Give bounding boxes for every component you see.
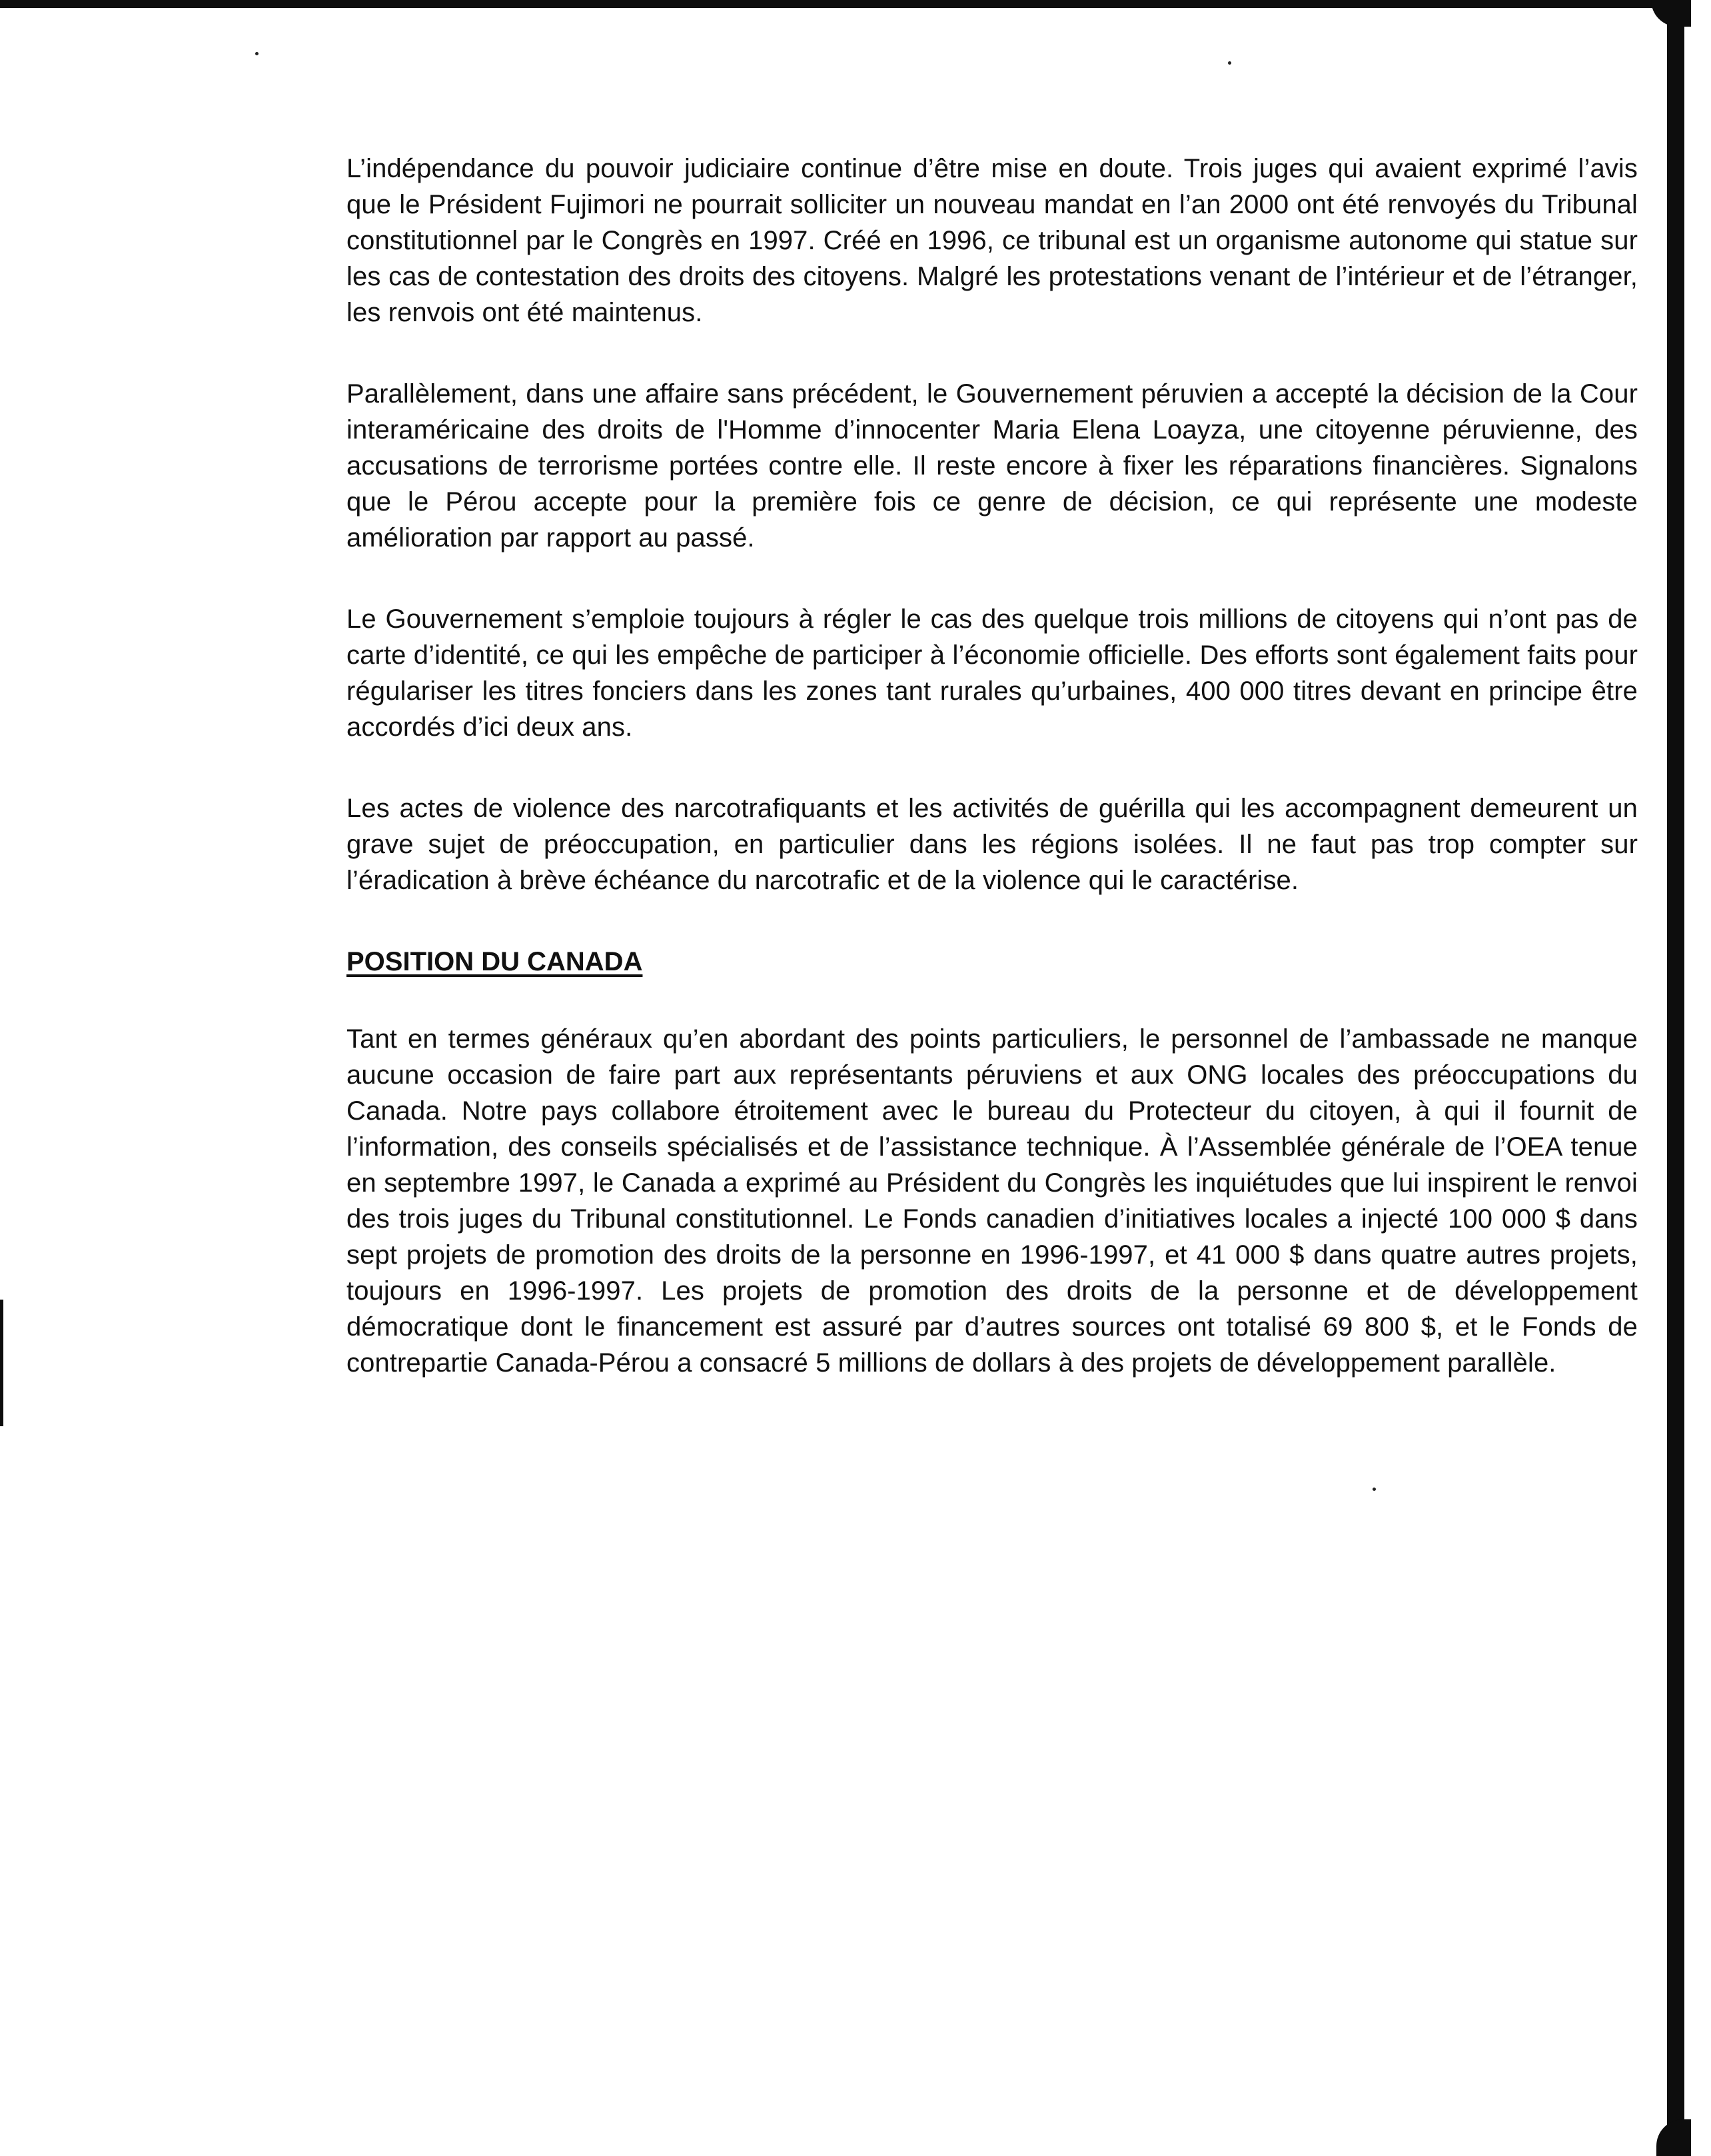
paragraph-judicial-independence: L’indépendance du pouvoir judiciaire continue d’être mise en doute. Trois juges qui avaient exprimé l’avis que le Président Fujimori ne pourrait solliciter un nouveau mandat en l’an 2000 ont été renvoyés du Tribunal constitutionnel par le Congrès en 1997. Créé en 1996, ce tribunal est un organisme autonome qui statue sur les cas de contestation des droits des citoyens. Malgré les protestations venant de l’intérieur et de l’étranger, les renvois ont été maintenus. xyxy=(346,154,1638,327)
paragraph-canada-position: Tant en termes généraux qu’en abordant des points particuliers, le personnel de l’ambassade ne manque aucune occasion de faire part aux représentants péruviens et aux ONG locales des préoccupations du Canada. Notre pays collabore étroitement avec le bureau du Protecteur du citoyen, à qui il fournit de l’information, des conseils spécialisés et de l’assistance technique. À l’Assemblée générale de l’OEA tenue en septembre 1997, le Canada a exprimé au Président du Congrès les inquiétudes que lui inspirent le renvoi des trois juges du Tribunal constitutionnel. Le Fonds canadien d’initiatives locales a injecté 100 000 $ dans sept projets de promotion des droits de la personne en 1996-1997, et 41 000 $ dans quatre autres projets, toujours en 1996-1997. Les projets de promotion des droits de la personne et de développement démocratique dont le financement est assuré par d’autres sources ont totalisé 69 800 $, et le Fonds de contrepartie Canada-Pérou a consacré 5 millions de dollars à des projets de développement parallèle. xyxy=(346,1024,1638,1378)
scan-border-left xyxy=(0,1300,3,1426)
scan-speck xyxy=(1373,1488,1376,1491)
scan-speck xyxy=(255,52,259,55)
scan-speck xyxy=(1228,61,1231,65)
paragraph-inter-american-court: Parallèlement, dans une affaire sans précédent, le Gouvernement péruvien a accepté la décision de la Cour interaméricaine des droits de l'Homme d’innocenter Maria Elena Loayza, une citoyenne péruvienne, des accusations de terrorisme portées contre elle. Il reste encore à fixer les réparations financières. Signalons que le Pérou accepte pour la première fois ce genre de décision, ce qui représente une modeste amélioration par rapport au passé. xyxy=(346,379,1638,552)
scan-border-right xyxy=(1667,20,1684,2139)
scan-border-right-foot xyxy=(1656,2119,1691,2156)
document-body xyxy=(346,151,1638,1426)
paragraph-narcotrafficking: Les actes de violence des narcotrafiquants et les activités de guérilla qui les accompagnent demeurent un grave sujet de préoccupation, en particulier dans les régions isolées. Il ne faut pas trop compter sur l’éradication à brève échéance du narcotrafic et de la violence qui le caractérise. xyxy=(346,794,1638,895)
section-heading: POSITION DU CANADA xyxy=(346,947,643,976)
paragraph-identity-cards: Le Gouvernement s’emploie toujours à régler le cas des quelque trois millions de citoyens qui n’ont pas de carte d’identité, ce qui les empêche de participer à l’économie officielle. Des efforts sont également faits pour régulariser les titres fonciers dans les zones tant rurales qu’urbaines, 400 000 titres devant en principe être accordés d’ici deux ans. xyxy=(346,604,1638,742)
scan-border-top xyxy=(0,0,1672,8)
